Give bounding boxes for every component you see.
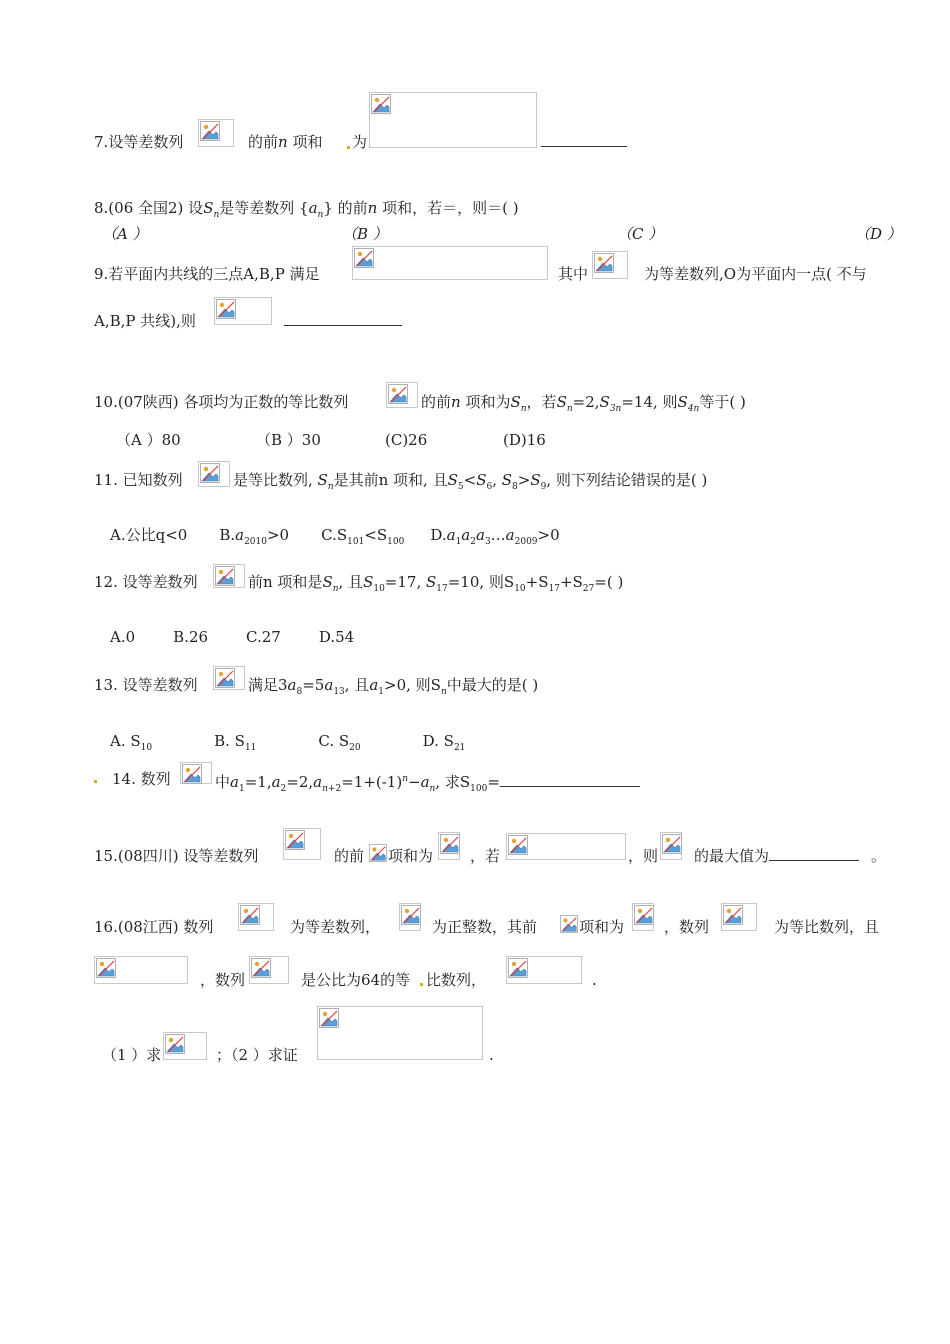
q15-line-b: 的前 (334, 847, 365, 865)
formula-image-q16-given (94, 956, 188, 984)
q16-line-a: 16.(08江西) 数列 (94, 918, 214, 936)
q8-option-a: （A ） (102, 225, 148, 243)
q16-line-m: . (489, 1046, 494, 1064)
q7-line: 7.设等差数列 (94, 133, 184, 151)
formula-image-q16-an (238, 903, 274, 931)
q8-line: 8.(06 全国2) 设$S_n$是等差数列 $\{a_n\}$ 的前n 项和，若＝，则＝( ) (94, 199, 519, 220)
q16-line-c: 为正整数，其前 (432, 918, 538, 936)
q7-line-b: 的前n 项和 (248, 133, 323, 151)
q9-line1c: 为等差数列,O为平面内一点( 不与 (644, 265, 867, 283)
formula-image-q16-part2 (317, 1006, 483, 1060)
q7-text: 7. (94, 133, 109, 151)
q13-options: A. $S_{10}$ B. $S_{11}$ C. $S_{20}$ D. $S_{21}$ (110, 732, 466, 753)
formula-image-q7-sum (369, 92, 537, 148)
q10-option-c: (C)26 (385, 431, 428, 449)
q12-line-b: 前n 项和是$S_n$, 且$S_{10}=17$, $S_{17}=10$, 则$S_{10}+S_{17}+S_{27}=$( ) (248, 573, 624, 594)
stray-dot (94, 780, 97, 783)
q11-options: A.公比q<0 $B.a_{2010}>0$ $C.S_{101}<S_{100}$ $D.a_1a_2a_3\dots a_{2009}>0$ (110, 526, 560, 547)
q12-options: A.0 B.26 C.27 D.54 (110, 628, 355, 646)
q15-line-e: ，则 (628, 847, 659, 865)
formula-image-q16-bn (721, 903, 757, 931)
q8-option-c: （C ） (617, 225, 664, 243)
formula-image-q16-n (560, 915, 578, 933)
formula-image-q11-seq (198, 461, 230, 487)
formula-image-q15-sn (438, 832, 460, 860)
formula-image-q15-cond (506, 833, 626, 860)
formula-image-q16-seq2 (249, 956, 289, 984)
q16-line-k: （1 ）求 (102, 1046, 162, 1064)
q10-option-d: (D)16 (503, 431, 546, 449)
q11-line-a: 11. 已知数列 (94, 471, 183, 489)
formula-image-q15-seq (283, 828, 321, 860)
q16-line-e: ，数列 (664, 918, 710, 936)
formula-image-q16-given2 (506, 956, 582, 984)
q16-line-f: 为等比数列，且 (774, 918, 880, 936)
q10-line-a: 10.(07陕西) 各项均为正数的等比数列 (94, 393, 349, 411)
answer-blank-q15[interactable] (769, 846, 859, 861)
formula-image-q10-seq (386, 382, 418, 408)
formula-image-q9-vector (352, 246, 548, 280)
q10-option-a: （A ）80 (116, 431, 181, 449)
q15-line-a: 15.(08四川) 设等差数列 (94, 847, 259, 865)
q8-option-b: （B ） (342, 225, 388, 243)
q14-line-b: 中$a_1=1,a_2=2,a_{n+2}=1+(-1)^n-a_n$, 求$S_{100}=$ (215, 769, 640, 799)
formula-image-q14-seq (180, 762, 212, 784)
formula-image-q16-a1 (399, 903, 421, 931)
q12-line-a: 12. 设等差数列 (94, 573, 198, 591)
q15-line-c: 项和为 (388, 847, 434, 865)
formula-image-q16-part1 (163, 1032, 207, 1060)
q13-line-b: 满足$3a_8=5a_{13}$, 且$a_1>0$, 则$S_n$中最大的是( ) (248, 676, 539, 697)
formula-image-q13-seq (213, 666, 245, 690)
q16-line-d: 项和为 (579, 918, 625, 936)
formula-image-q15-n (369, 844, 387, 862)
formula-image-q12-seq (213, 564, 245, 588)
formula-image-q9-result (214, 297, 272, 325)
q7-wei: 为 (352, 133, 368, 151)
q14-line-a: 14. 数列 (112, 770, 171, 788)
q15-line-d: ，若 (470, 847, 501, 865)
q13-line-a: 13. 设等差数列 (94, 676, 198, 694)
q10-option-b: （B ）30 (256, 431, 321, 449)
q16-line-l: ；（2 ）求证 (216, 1046, 298, 1064)
q9-line1b: 其中 (558, 265, 589, 283)
q16-line-g: ，数列 (200, 971, 246, 989)
answer-blank-q14[interactable] (500, 772, 640, 787)
q9-line1a: 9.若平面内共线的三点A,B,P 满足 (94, 265, 320, 283)
stray-dot (347, 146, 350, 149)
q8-option-d: （D ） (855, 225, 902, 243)
q16-line-b: 为等差数列， (290, 918, 381, 936)
stray-dot (420, 983, 423, 986)
formula-image-q7-seq (198, 119, 234, 147)
answer-blank-q9[interactable] (284, 311, 402, 331)
q16-line-i: 比数列， (426, 971, 487, 989)
formula-image-q9-seq (592, 251, 628, 279)
formula-image-q16-sn (632, 903, 654, 931)
q10-line-b: 的前n 项和为$S_n$，若$S_n=2,S_{3n}=14$, 则$S_{4n}$等于( ) (421, 393, 746, 414)
q11-line-b: 是等比数列, $S_n$是其前n 项和, 且$S_5<S_6$, $S_8>S_9$, 则下列结论错误的是( ) (233, 471, 708, 492)
q16-line-h: 是公比为64的等 (301, 971, 411, 989)
formula-image-q15-target (660, 832, 682, 860)
q16-line-j: . (592, 971, 597, 989)
q15-line-f: 的最大值为 。 (694, 847, 887, 865)
q9-line2a: A,B,P 共线),则 (94, 312, 196, 330)
answer-blank-q7[interactable] (541, 132, 627, 152)
